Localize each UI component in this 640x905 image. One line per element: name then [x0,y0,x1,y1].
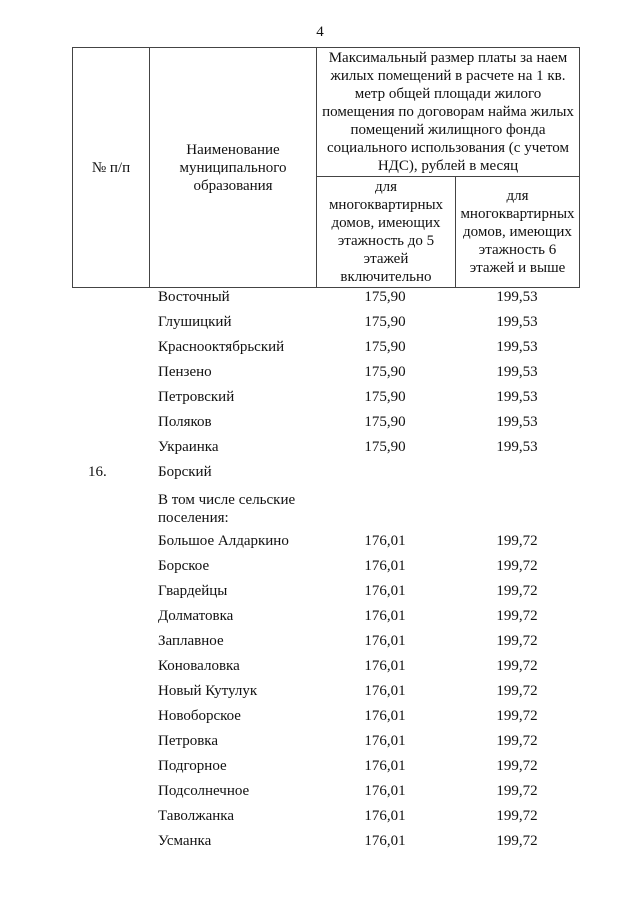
table-row [72,435,580,460]
row-number [72,435,148,460]
municipality-name: Новоборское [158,708,241,724]
fee-up-to-5-floors: 176,01 [364,833,406,849]
header-name: Наименование муниципального образования [150,48,317,288]
table-row [72,554,580,579]
table-row [72,460,580,485]
municipality-name: Пензено [158,364,212,380]
row-number [72,529,148,554]
municipality-name: В том числе сельские поселения: [158,492,296,526]
table-row [72,704,580,729]
fee-up-to-5-floors: 175,90 [364,289,406,305]
fee-6-plus-floors: 199,53 [496,339,538,355]
fee-6-plus-floors: 199,53 [496,439,538,455]
row-number [72,335,148,360]
table-row [72,629,580,654]
row-number [72,410,148,435]
municipality-name: Таволжанка [158,808,234,824]
table-row [72,410,580,435]
fee-6-plus-floors: 199,72 [496,558,538,574]
fee-6-plus-floors [454,460,580,485]
fee-6-plus-floors: 199,72 [496,733,538,749]
fee-6-plus-floors: 199,53 [496,314,538,330]
row-number [72,285,148,310]
table-row [72,485,580,529]
fee-up-to-5-floors [316,460,454,485]
row-number [72,779,148,804]
fee-up-to-5-floors: 175,90 [364,339,406,355]
fee-6-plus-floors: 199,72 [496,633,538,649]
municipality-name: Краснооктябрьский [158,339,285,355]
municipality-name: Глушицкий [158,314,232,330]
row-number [72,491,148,529]
municipality-name: Борский [158,464,212,480]
table-row [72,579,580,604]
fee-up-to-5-floors: 175,90 [364,439,406,455]
table-row [72,679,580,704]
fee-6-plus-floors: 199,72 [496,833,538,849]
fee-up-to-5-floors: 176,01 [364,608,406,624]
row-number [72,729,148,754]
header-num: № п/п [73,48,150,288]
table-header [72,47,580,288]
fee-6-plus-floors: 199,72 [496,758,538,774]
table-row [72,804,580,829]
municipality-name: Гвардейцы [158,583,228,599]
fee-6-plus-floors: 199,72 [496,783,538,799]
fee-6-plus-floors [454,491,580,529]
municipality-name: Восточный [158,289,230,305]
page-number: 4 [316,24,324,40]
row-number [72,704,148,729]
fee-up-to-5-floors [316,491,454,529]
fee-6-plus-floors: 199,72 [496,658,538,674]
fee-6-plus-floors: 199,53 [496,389,538,405]
header-max-fee: Максимальный размер платы за наем жилых помещений в расчете на 1 кв. метр общей площади жилого помещения по договорам найма жилых помещений жилищного фонда социального использования (с учетом НДС), рублей в месяц [317,48,580,177]
municipality-name: Большое Алдаркино [158,533,289,549]
fee-up-to-5-floors: 176,01 [364,758,406,774]
fee-6-plus-floors: 199,53 [496,364,538,380]
fee-up-to-5-floors: 176,01 [364,783,406,799]
table-row [72,385,580,410]
municipality-name: Борское [158,558,210,574]
table-row [72,529,580,554]
row-number [72,604,148,629]
row-number [72,629,148,654]
municipality-name: Петровка [158,733,219,749]
municipality-name: Новый Кутулук [158,683,258,699]
fee-6-plus-floors: 199,72 [496,708,538,724]
fee-6-plus-floors: 199,72 [496,808,538,824]
fee-up-to-5-floors: 176,01 [364,708,406,724]
row-number [72,360,148,385]
fee-up-to-5-floors: 175,90 [364,364,406,380]
table-row [72,779,580,804]
fee-up-to-5-floors: 176,01 [364,533,406,549]
fee-6-plus-floors: 199,72 [496,608,538,624]
fee-up-to-5-floors: 175,90 [364,389,406,405]
fee-up-to-5-floors: 176,01 [364,733,406,749]
row-number [72,804,148,829]
fee-up-to-5-floors: 176,01 [364,633,406,649]
fee-up-to-5-floors: 176,01 [364,683,406,699]
table-body [72,285,580,854]
municipality-name: Украинка [158,439,219,455]
fee-6-plus-floors: 199,53 [496,414,538,430]
fee-6-plus-floors: 199,72 [496,683,538,699]
header-col-6-plus: для многоквартирных домов, имеющих этажность 6 этажей и выше [456,177,580,288]
row-number [72,679,148,704]
fee-6-plus-floors: 199,72 [496,583,538,599]
fee-up-to-5-floors: 175,90 [364,414,406,430]
table-row [72,285,580,310]
table-row [72,335,580,360]
row-number [72,829,148,854]
row-number [72,385,148,410]
table-row [72,829,580,854]
municipality-name: Заплавное [158,633,224,649]
municipality-name: Поляков [158,414,212,430]
table-row [72,729,580,754]
table-row [72,604,580,629]
fee-up-to-5-floors: 175,90 [364,314,406,330]
table-row [72,360,580,385]
municipality-name: Усманка [158,833,212,849]
table-row [72,310,580,335]
municipality-name: Петровский [158,389,235,405]
fee-6-plus-floors: 199,72 [496,533,538,549]
fee-6-plus-floors: 199,53 [496,289,538,305]
municipality-name: Коноваловка [158,658,240,674]
row-number [72,579,148,604]
fee-up-to-5-floors: 176,01 [364,583,406,599]
fee-up-to-5-floors: 176,01 [364,658,406,674]
fee-up-to-5-floors: 176,01 [364,808,406,824]
row-number [72,654,148,679]
fee-up-to-5-floors: 176,01 [364,558,406,574]
table-row [72,754,580,779]
row-number [72,310,148,335]
row-number [72,754,148,779]
municipality-name: Подсолнечное [158,783,250,799]
municipality-name: Подгорное [158,758,227,774]
row-number [72,554,148,579]
municipality-name: Долматовка [158,608,234,624]
table-row [72,654,580,679]
header-col-up-to-5: для многоквартирных домов, имеющих этажность до 5 этажей включительно [317,177,456,288]
row-number: 16. [88,464,107,480]
